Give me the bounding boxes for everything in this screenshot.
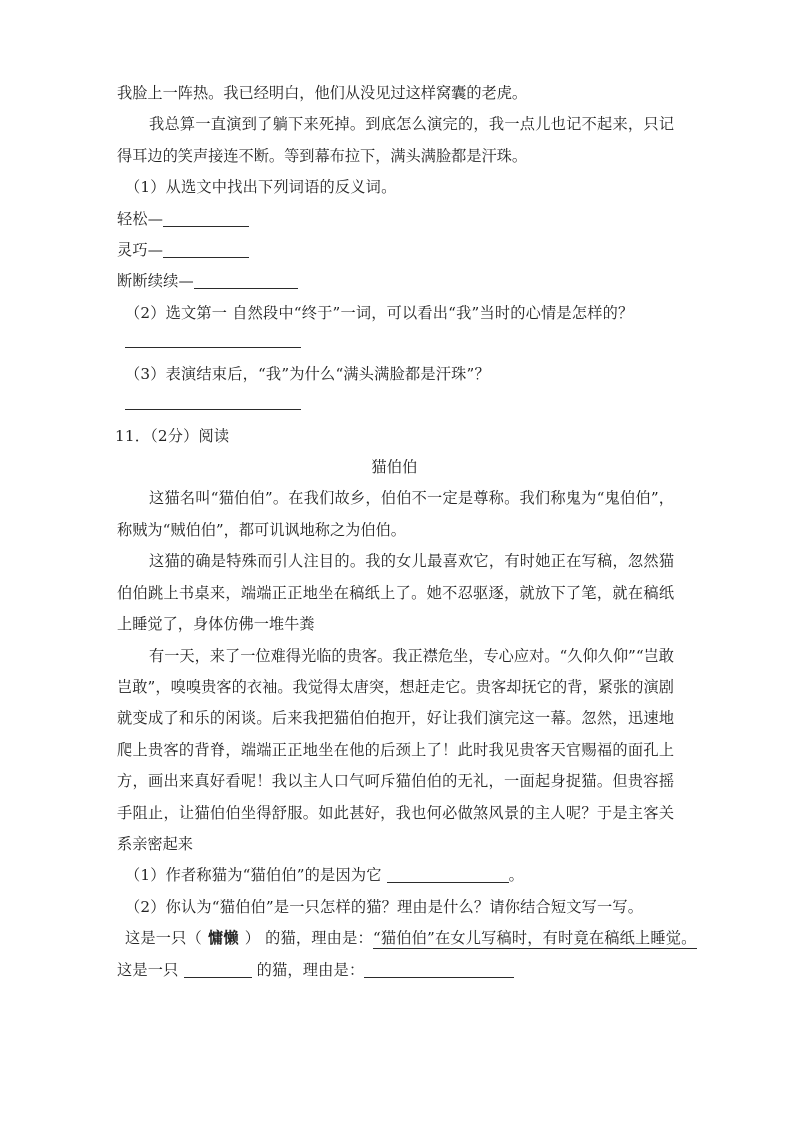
answer-row-1-mid: ） 的猫，理由是：: [244, 929, 373, 948]
antonym-answer-blank-1[interactable]: [163, 211, 249, 227]
answer-row-2-trait-blank[interactable]: [184, 962, 252, 978]
passage-one-question-2-answer-rule[interactable]: [125, 347, 301, 348]
passage-one-question-3-answer-area[interactable]: [117, 409, 677, 410]
item-11-question-2-label: （2）你认为“猫伯伯”是一只怎样的猫？理由是什么？请你结合短文写一写。: [125, 897, 644, 916]
passage-one-question-3-answer-rule[interactable]: [125, 409, 301, 410]
page-content: [115, 78, 697, 986]
item-11-heading: 11．（2分）阅读: [115, 426, 230, 445]
passage-one-paragraph-1: 我脸上一阵热。我已经明白，他们从没见过这样窝囊的老虎。: [117, 84, 528, 102]
item-11-paragraph-3: 有一天，来了一位难得光临的贵客。我正襟危坐，专心应对。“久仰久仰”“岂敢岂敢”，嗅嗅贵客的衣袖。我觉得太唐突，想赶走它。贵客却抚它的背，紧张的演剧就变成了和乐的闲谈。后来我把猫伯伯抱开，好让我们演完这一幕。忽然，迅速地爬上贵客的背脊，端端正正地坐在他的后颈上了！此时我见贵客天官赐福的面孔上方，画出来真好看呢！我以主人口气呵斥猫伯伯的无礼，一面起身捉猫。但贵容摇手阻止，让猫伯伯坐得舒服。如此甚好，我也何必做煞风景的主人呢？于是主客关系亲密起来: [117, 646, 674, 853]
passage-one-question-3-label: （3）表演结束后，“我”为什么“满头满脸都是汗珠”？: [125, 365, 490, 384]
antonym-prompt-1: 轻松—: [117, 209, 164, 228]
passage-one-question-2-label: （2）选文第一 自然段中“终于”一词，可以看出“我”当时的心情是怎样的？: [125, 303, 634, 322]
passage-one-question-1-label: （1）从选文中找出下列词语的反义词。: [125, 178, 397, 197]
antonym-blank-row-1: [117, 204, 677, 235]
antonym-blank-row-2: [117, 235, 677, 266]
antonym-prompt-3: 断断续续—: [117, 272, 194, 291]
item-11-paragraph-2: 这猫的确是特殊而引人注目的。我的女儿最喜欢它，有时她正在写稿，忽然猫伯伯跳上书桌来，端端正正地坐在稿纸上了。她不忍驱逐，就放下了笔，就在稿纸上睡觉了，身体仿佛一堆牛粪: [117, 552, 674, 634]
answer-row-2-reason-blank[interactable]: [364, 962, 514, 978]
antonym-blank-row-3: [117, 266, 677, 297]
passage-one-paragraph-2: 我总算一直演到了躺下来死掉。到底怎么演完的，我一点儿也记不起来，只记得耳边的笑声接连不断。等到幕布拉下，满头满脸都是汗珠。: [117, 115, 674, 165]
answer-row-1-lead: 这是一只（: [125, 929, 202, 948]
item-11-question-1-period: 。: [508, 866, 525, 885]
answer-row-1-trait[interactable]: 慵懒: [207, 929, 239, 948]
answer-row-2-mid: 的猫，理由是：: [256, 960, 365, 979]
item-11-answer-row-filled: [117, 923, 697, 954]
antonym-answer-blank-3[interactable]: [194, 273, 298, 289]
antonym-answer-blank-2[interactable]: [163, 242, 249, 258]
item-11-question-1-label: （1）作者称猫为“猫伯伯”的是因为它: [125, 866, 382, 885]
answer-row-2-lead: 这是一只: [117, 960, 179, 979]
item-11-question-1: [117, 860, 677, 891]
item-11-paragraph-1: 这猫名叫“猫伯伯”。在我们故乡，伯伯不一定是尊称。我们称鬼为“鬼伯伯”，称贼为“贼伯伯”，都可讥讽地称之为伯伯。: [117, 489, 674, 539]
antonym-prompt-2: 灵巧—: [117, 241, 164, 260]
passage-one-question-2-answer-area[interactable]: [117, 347, 677, 348]
answer-row-1-reason[interactable]: “猫伯伯”在女儿写稿时，有时竟在稿纸上睡觉。: [372, 929, 697, 948]
item-11-answer-row-blank: [117, 955, 677, 986]
item-11-title: 猫伯伯: [371, 458, 418, 477]
item-11-question-1-blank[interactable]: [387, 867, 509, 883]
